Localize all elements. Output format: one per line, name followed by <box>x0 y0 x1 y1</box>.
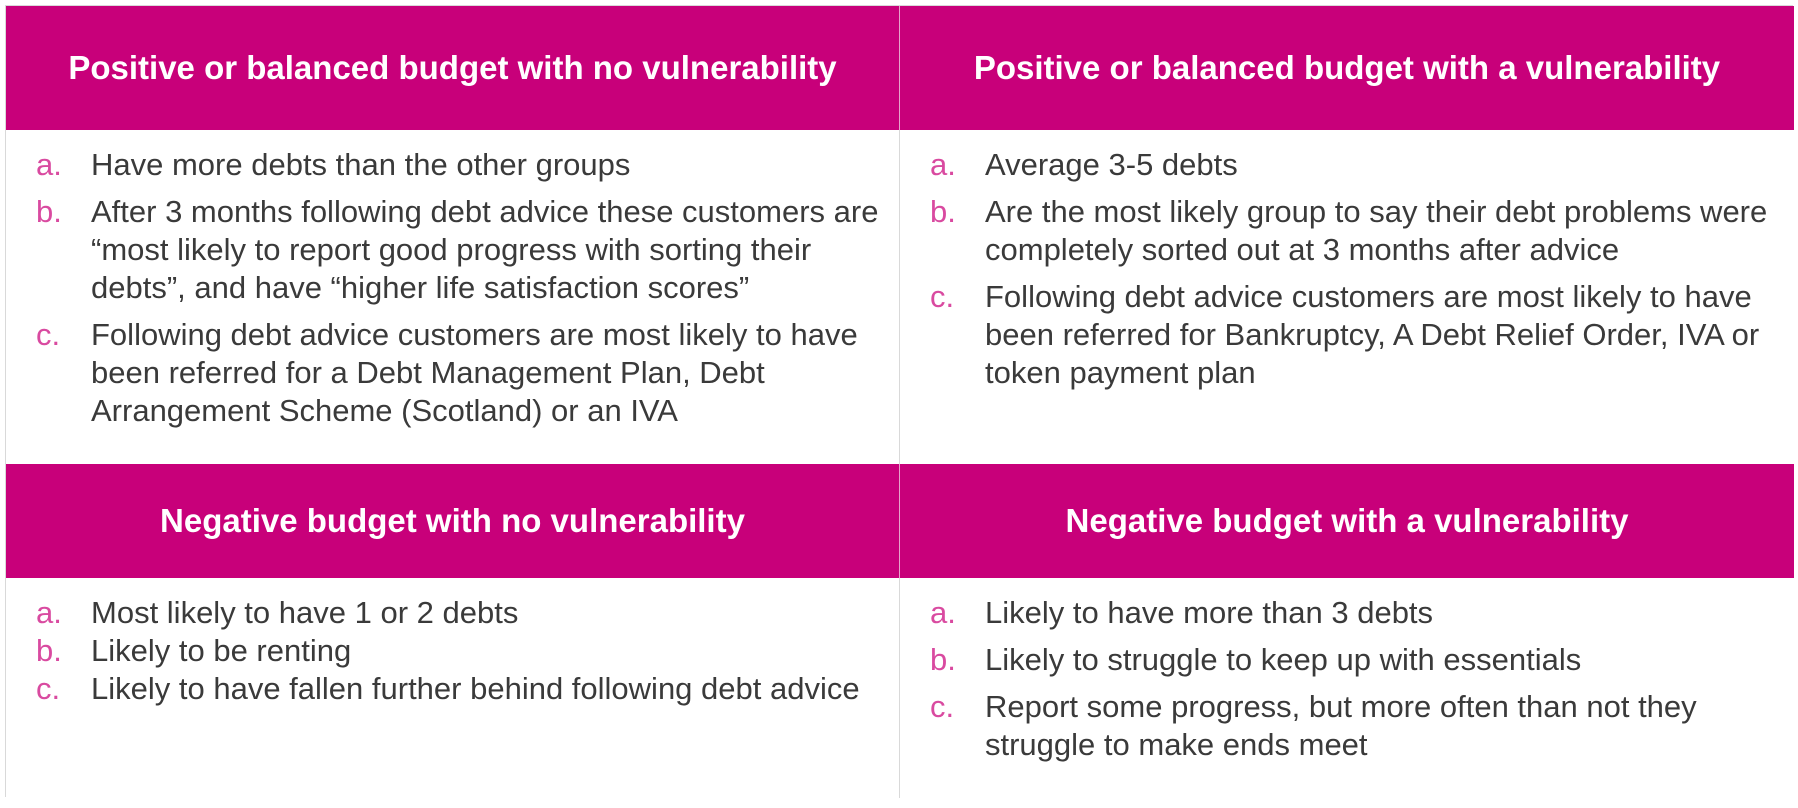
list-item <box>36 594 879 632</box>
list-item <box>930 278 1774 392</box>
heading-text: Negative budget with no vulnerability <box>160 502 745 539</box>
list-text: Likely to struggle to keep up with essentials <box>985 642 1582 677</box>
segments-grid <box>5 5 1793 797</box>
list-text: Following debt advice customers are most likely to have been referred for a Debt Management Plan, Debt Arrangement Scheme (Scotland) or an IVA <box>91 317 858 428</box>
list-marker: a. <box>36 595 62 630</box>
list-marker: b. <box>36 194 62 229</box>
list-item <box>930 193 1774 269</box>
list-marker: a. <box>930 147 956 182</box>
list-text: Following debt advice customers are most likely to have been referred for Bankruptcy, A Debt Relief Order, IVA or token payment plan <box>985 279 1760 390</box>
list-marker: c. <box>36 317 61 352</box>
list-item <box>930 594 1774 632</box>
list-marker: c. <box>930 279 955 314</box>
list-item <box>930 688 1774 764</box>
list-marker: a. <box>930 595 956 630</box>
heading-text: Negative budget with a vulnerability <box>1065 502 1629 539</box>
heading-negative-with-vulnerability <box>900 464 1794 578</box>
list-text: Most likely to have 1 or 2 debts <box>91 595 519 630</box>
list-text: Likely to have more than 3 debts <box>985 595 1434 630</box>
heading-text: Positive or balanced budget with no vulnerability <box>68 49 837 86</box>
list-text: Have more debts than the other groups <box>91 147 631 182</box>
list-text: Likely to have fallen further behind following debt advice <box>91 671 860 706</box>
heading-positive-no-vulnerability <box>6 6 900 130</box>
list-item <box>36 316 879 430</box>
list-text: Likely to be renting <box>91 633 352 668</box>
list-item <box>36 670 879 708</box>
list-text: Report some progress, but more often than not they struggle to make ends meet <box>985 689 1697 762</box>
list-positive-no-vulnerability <box>6 130 900 464</box>
list-item <box>930 641 1774 679</box>
list-negative-with-vulnerability <box>900 578 1794 798</box>
heading-positive-with-vulnerability <box>900 6 1794 130</box>
list-text: Average 3-5 debts <box>985 147 1238 182</box>
list-item <box>36 193 879 307</box>
list-marker: c. <box>36 671 61 706</box>
heading-negative-no-vulnerability <box>6 464 900 578</box>
heading-text: Positive or balanced budget with a vulnerability <box>973 49 1721 86</box>
list-marker: b. <box>36 633 62 668</box>
list-text: After 3 months following debt advice these customers are “most likely to report good progress with sorting their debts”, and have “higher life satisfaction scores” <box>91 194 879 305</box>
list-marker: b. <box>930 194 956 229</box>
list-marker: a. <box>36 147 62 182</box>
list-item <box>36 632 879 670</box>
list-item <box>930 146 1774 184</box>
list-item <box>36 146 879 184</box>
list-text: Are the most likely group to say their debt problems were completely sorted out at 3 months after advice <box>985 194 1768 267</box>
list-marker: c. <box>930 689 955 724</box>
list-positive-with-vulnerability <box>900 130 1794 464</box>
list-marker: b. <box>930 642 956 677</box>
list-negative-no-vulnerability <box>6 578 900 798</box>
